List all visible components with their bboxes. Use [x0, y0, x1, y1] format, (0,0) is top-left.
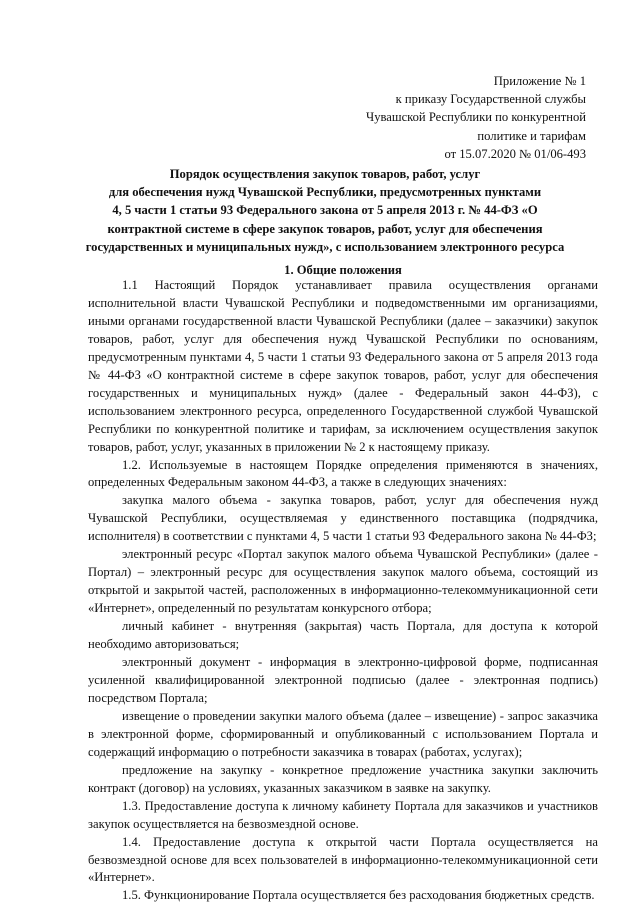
- paragraph-1-1: 1.1 Настоящий Порядок устанавливает правила осуществления органами исполнительной власти Чувашской Республики и подведомственными им организациями, иными органами государственной власти Чувашской Республики (далее – заказчики) закупок товаров, работ, услуг для обеспечения нужд Чувашской Республики по основаниям, предусмотренным пунктами 4, 5 части 1 статьи 93 Федерального закона от 5 апреля 2013 года № 44-ФЗ «О контрактной системе в сфере закупок товаров, работ, услуг для обеспечения государственных и муниципальных нужд» (далее - Федеральный закон 44-ФЗ), с использованием электронного ресурса, определенного Государственной службой Чувашской Республики по конкурентной политике и тарифам, за исключением осуществления закупок товаров, работ, услуг, указанных в приложении № 2 к настоящему приказу.: [88, 278, 598, 454]
- paragraph-1-3: 1.3. Предоставление доступа к личному кабинету Портала для заказчиков и участников закупок осуществляется на безвозмездной основе.: [88, 798, 598, 831]
- paragraph-1-4: 1.4. Предоставление доступа к открытой части Портала осуществляется на безвозмездной основе для всех пользователей в информационно-телекоммуникационной сети «Интернет».: [88, 834, 598, 885]
- document-title: [70, 165, 580, 256]
- definition-notice: извещение о проведении закупки малого объема (далее – извещение) - запрос заказчика в электронной форме, сформированный и опубликованный с использованием Портала и содержащий информацию о потребности заказчика в товарах (работах, услугах);: [88, 708, 598, 759]
- appendix-agency-line-2: политике и тарифам: [477, 128, 586, 143]
- appendix-number: Приложение № 1: [493, 74, 586, 88]
- definition-small-purchase: закупка малого объема - закупка товаров, работ, услуг для обеспечения нужд Чувашской Республики, осуществляемая у единственного поставщика (подрядчика, исполнителя) в соответствии с пунктами 4, 5 части 1 статьи 93 Федерального закона № 44-ФЗ;: [88, 493, 598, 544]
- definition-electronic-document: электронный документ - информация в электронно-цифровой форме, подписанная усиленной квалифицированной электронной подписью (далее - электронная подпись) посредством Портала;: [88, 655, 598, 705]
- title-line: 4, 5 части 1 статьи 93 Федерального закона от 5 апреля 2013 г. № 44-ФЗ «О: [112, 203, 538, 218]
- definition-portal: электронный ресурс «Портал закупок малого объема Чувашской Республики» (далее - Портал) – электронный ресурс для осуществления закупок малого объема, состоящий из открытой и закрытой частей, расположенных в информационно-телекоммуникационной сети «Интернет», определенный по результатам конкурсного отбора;: [88, 547, 598, 616]
- appendix-agency-line: Чувашской Республики по конкурентной: [366, 110, 586, 125]
- title-line: контрактной системе в сфере закупок товаров, работ, услуг для обеспечения: [107, 221, 543, 236]
- title-line: государственных и муниципальных нужд», с использованием электронного ресурса: [85, 239, 565, 254]
- definition-offer: предложение на закупку - конкретное предложение участника закупки заключить контракт (договор) на условиях, указанных заказчиком в заявке на закупку.: [88, 762, 598, 795]
- title-line: для обеспечения нужд Чувашской Республики, предусмотренных пунктами: [108, 185, 542, 200]
- section-heading: 1. Общие положения: [284, 263, 402, 277]
- appendix-order-ref: к приказу Государственной службы: [395, 92, 586, 107]
- appendix-block: [286, 72, 586, 163]
- appendix-date: от 15.07.2020 № 01/06-493: [444, 146, 586, 161]
- title-line: Порядок осуществления закупок товаров, работ, услуг: [169, 167, 481, 181]
- paragraph-1-5: 1.5. Функционирование Портала осуществляется без расходования бюджетных средств.: [122, 888, 595, 903]
- section-body: [88, 277, 598, 905]
- definition-personal-account: личный кабинет - внутренняя (закрытая) часть Портала, для доступа к которой необходимо авторизоваться;: [88, 619, 598, 652]
- paragraph-1-2: 1.2. Используемые в настоящем Порядке определения применяются в значениях, определенных Федеральным законом 44-ФЗ, а также в следующих значениях:: [88, 457, 598, 490]
